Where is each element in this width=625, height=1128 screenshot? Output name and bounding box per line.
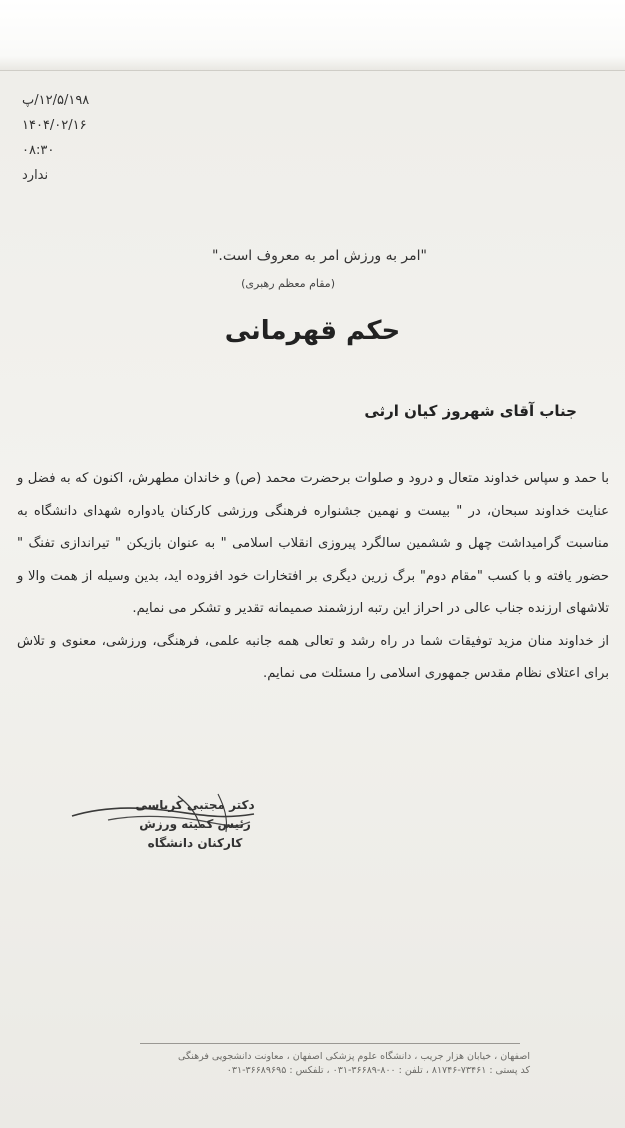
body-paragraph-1: با حمد و سپاس خداوند متعال و درود و صلوات برحضرت محمد (ص) و خاندان مطهرش، اکنون که به فضل و عنایت خداوند سبحان، در " بیست و نهمین جشنواره فرهنگی ورزشی کارکنان یادواره شهدای دانشگاه به مناسبت گرامیداشت چهل و ششمین سالگرد پیروزی انقلاب اسلامی " به عنوان بازیکن " تیراندازی تفنگ " حضور یافته و با کسب "مقام دوم" برگ زرین دیگری بر افتخارات خود افزوده اید، بدین وسیله از همت والا و تلاشهای ارزنده جناب عالی در احراز این رتبه ارزشمند صمیمانه تقدیر و تشکر می نمایم. bbox=[17, 471, 609, 616]
signature-block bbox=[120, 796, 270, 853]
letter-body bbox=[17, 463, 609, 691]
signatory-name: دکتر مجتبی کرباسی bbox=[135, 798, 255, 812]
letter-date: ۱۴۰۴/۰۲/۱۶ bbox=[22, 118, 87, 133]
footer-contact: کد پستی : ۷۳۴۶۱-۸۱۷۴۶ ، تلفن : ۸۰۰-۳۶۶۸۹-۰۳۱ ، تلفکس : ۳۶۶۸۹۶۹۵-۰۳۱ bbox=[226, 1065, 530, 1076]
quote-source: (مقام معظم رهبری) bbox=[241, 277, 335, 290]
signatory-org: کارکنان دانشگاه bbox=[147, 836, 243, 850]
letter-time: ۰۸:۳۰ bbox=[22, 143, 55, 158]
letter-number: ۱۲/۵/۱۹۸/پ bbox=[22, 93, 90, 108]
body-paragraph-2: از خداوند منان مزید توفیقات شما در راه رشد و تعالی همه جانبه علمی، فرهنگی، ورزشی، معنوی و تلاش برای اعتلای نظام مقدس جمهوری اسلامی را مسئلت می نمایم. bbox=[17, 633, 609, 681]
signatory-role: رئیس کمیته ورزش bbox=[139, 817, 251, 831]
footer-divider bbox=[140, 1043, 520, 1044]
document-title: حکم قهرمانی bbox=[224, 316, 401, 346]
footer-address: اصفهان ، خیابان هزار جریب ، دانشگاه علوم پزشکی اصفهان ، معاونت دانشجویی فرهنگی bbox=[178, 1051, 530, 1062]
letter-attachment: ندارد bbox=[22, 168, 49, 183]
addressee: جناب آقای شهروز کیان ارثی bbox=[364, 402, 577, 420]
letter-footer bbox=[130, 1050, 530, 1078]
letter-meta bbox=[22, 88, 92, 188]
header-quote: "امر به ورزش امر به معروف است." bbox=[211, 248, 427, 264]
scan-top-edge bbox=[0, 0, 625, 71]
